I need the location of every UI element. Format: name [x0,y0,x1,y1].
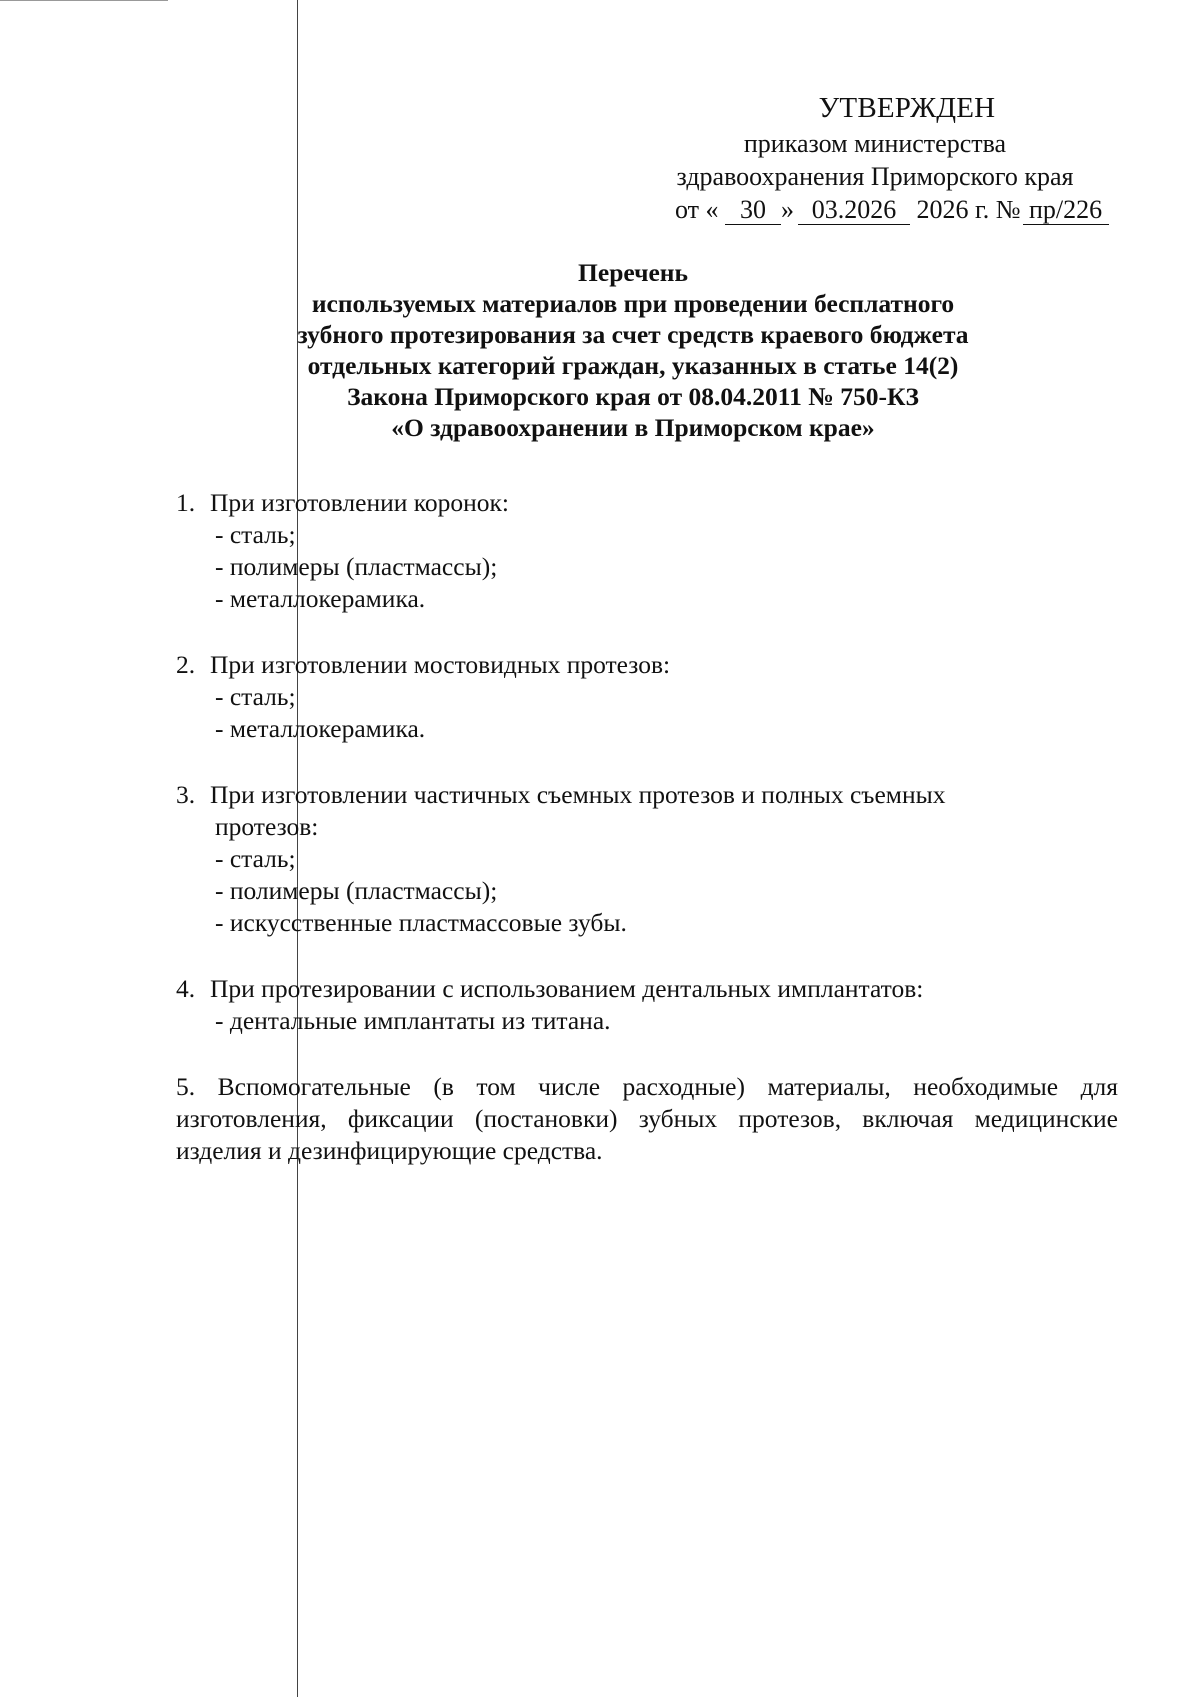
section-heading [176,779,1118,811]
title-line: Закона Приморского края от 08.04.2011 № 750-КЗ [347,382,919,411]
title-line: зубного протезирования за счет средств краевого бюджета [297,320,969,349]
list-item: - полимеры (пластмассы); [215,876,498,905]
title-line: «О здравоохранении в Приморском крае» [391,413,875,442]
document-content [176,487,1118,1193]
date-suffix: 2026 г. [916,195,990,224]
approval-block [640,92,1110,226]
section-title: При изготовлении коронок: [210,488,509,517]
section-title-continuation: протезов: [215,812,319,841]
list-item: - дентальные имплантаты из титана. [215,1006,611,1035]
section-implant-prosthetics [176,973,1118,1037]
approval-ministry-line: приказом министерства [743,129,1007,158]
section-title: При изготовлении частичных съемных протезов и полных съемных [210,780,946,809]
section-title: При изготовлении мостовидных протезов: [210,650,671,679]
approval-region-line: здравоохранения Приморского края [676,162,1074,191]
section-heading [176,973,1118,1005]
list-item: - сталь; [215,844,296,873]
list-item: - сталь; [215,682,296,711]
list-item: - металлокерамика. [215,714,426,743]
list-item: - сталь; [215,520,296,549]
document-title [218,257,1048,443]
date-separator: » [781,195,795,224]
list-item: - искусственные пластмассовые зубы. [215,908,627,937]
section-title: При протезировании с использованием дентальных имплантатов: [210,974,924,1003]
title-line: используемых материалов при проведении бесплатного [311,289,955,318]
date-prefix: от « [675,195,719,224]
date-day: 30 [725,196,781,225]
title-line: Перечень [578,258,688,287]
scan-top-line [0,0,168,1]
order-number: пр/226 [1023,196,1109,225]
order-number-label: № [995,195,1021,224]
section-number: 2. [176,650,196,679]
section-number: 3. [176,780,196,809]
section-bridges [176,649,1118,745]
section-number: 4. [176,974,196,1003]
auxiliary-materials-paragraph: 5. Вспомогательные (в том числе расходные) материалы, необходимые для изготовления, фиксации (постановки) зубных протезов, включая медицинские изделия и дезинфицирующие средства. [176,1072,1118,1165]
section-crowns [176,487,1118,615]
list-item: - полимеры (пластмассы); [215,552,498,581]
title-line: отдельных категорий граждан, указанных в статье 14(2) [307,351,959,380]
list-item: - металлокерамика. [215,584,426,613]
approval-title: УТВЕРЖДЕН [818,92,996,124]
section-removable-prostheses [176,779,1118,939]
date-month-year: 03.2026 [798,196,910,225]
section-number: 1. [176,488,196,517]
approval-date-line [675,193,1110,226]
section-heading [176,487,1118,519]
section-heading [176,649,1118,681]
